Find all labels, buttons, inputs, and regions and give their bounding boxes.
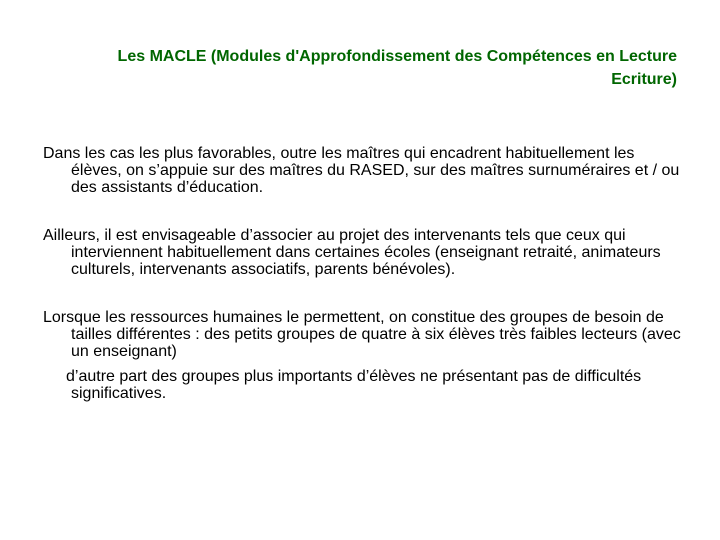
slide-body	[43, 145, 683, 402]
paragraph-resources: Dans les cas les plus favorables, outre les maîtres qui encadrent habituellement les élèves, on s’appuie sur des maîtres du RASED, sur des maîtres surnuméraires et / ou des assistants d’éducation.	[43, 145, 680, 196]
slide-title	[40, 45, 677, 91]
paragraph-groupes-continuation: d’autre part des groupes plus importants d’élèves ne présentant pas de difficultés significatives.	[66, 368, 642, 402]
slide-title-line-1: Les MACLE (Modules d'Approfondissement des Compétences en Lecture	[117, 48, 677, 65]
paragraph-groupes: Lorsque les ressources humaines le permettent, on constitue des groupes de besoin de tailles différentes : des petits groupes de quatre à six élèves très faibles lecteurs (avec un enseignant)	[43, 309, 681, 360]
paragraph-intervenants: Ailleurs, il est envisageable d’associer au projet des intervenants tels que ceux qui interviennent habituellement dans certaines écoles (enseignant retraité, animateurs culturels, intervenants associatifs, parents bénévoles).	[43, 227, 661, 278]
slide-title-line-2: Ecriture)	[611, 71, 677, 88]
